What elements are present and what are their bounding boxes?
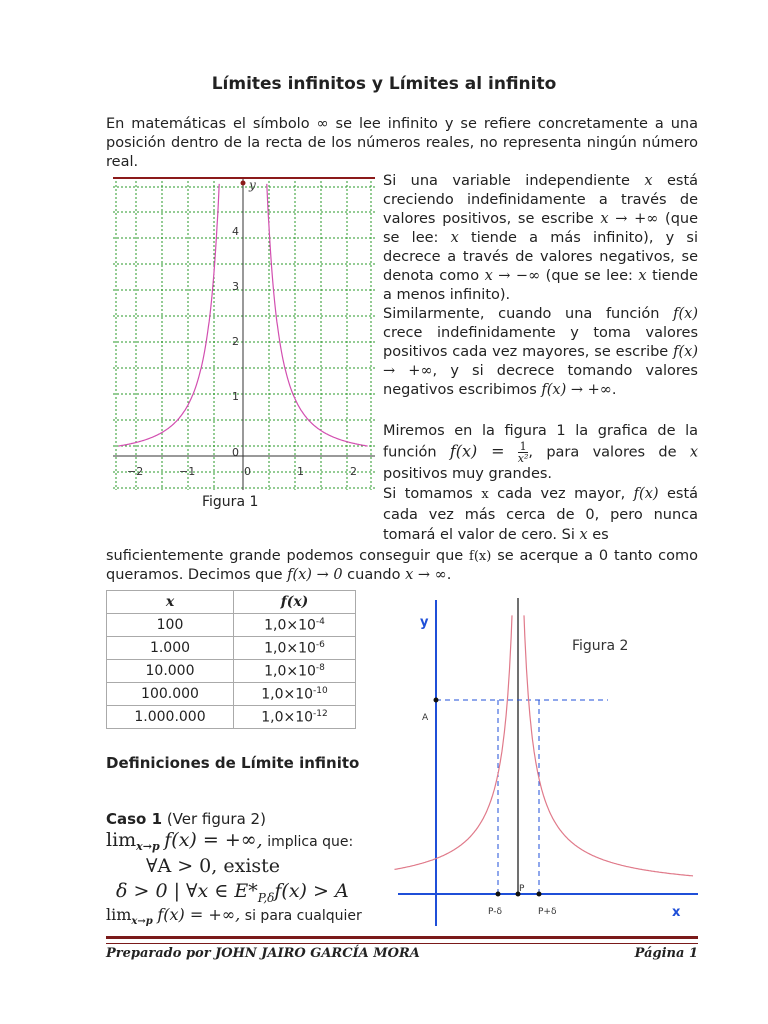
footer-page: Página 1 (634, 946, 698, 961)
figure1-ytick: 4 (232, 225, 239, 238)
caso-line: Caso 1 (Ver figura 2) (106, 810, 266, 828)
limit-second-line: $\lim_{x\to p} f(x)$ = +∞, si para cualquier (106, 905, 362, 927)
figure1-xtick: 1 (297, 465, 304, 478)
figure2-pminus-label: P-δ (488, 907, 502, 917)
table-row: 1.000 $1,0\times 10^{-6}$ (107, 637, 356, 660)
right-column-text-2: Miremos en la figura 1 la grafica de la función f(x) = $\frac{1}{\text{x²}}$ , para valores de x positivos muy grandes. Si tomamos x cada vez mayor, f(x) está cada vez más cerca de 0, pero nunca tomará el valor de cero. Si x es (383, 423, 699, 543)
figure2-x-label: x (672, 905, 681, 920)
figure1-xtick: −2 (127, 465, 144, 478)
figure2-caption: Figura 2 (572, 638, 629, 654)
figure1-xtick: 2 (350, 465, 357, 478)
figure1-ytick: 0 (232, 446, 239, 459)
table-row: 1.000.000 $1,0\times 10^{-12}$ (107, 706, 356, 729)
table-row: 100.000 $1,0\times 10^{-10}$ (107, 683, 356, 706)
footer-author: Preparado por JOHN JAIRO GARCÍA MORA (106, 946, 420, 961)
figure2-curve-left (395, 615, 513, 869)
figure2-point-pplus (537, 892, 542, 897)
footer-rule (106, 936, 698, 944)
figure2-point-a (434, 698, 439, 703)
delta-line: δ > 0 | ∀x ∈ $E*_{P,\delta}f(x) > A$ (116, 880, 349, 905)
limit-definition-line: $\lim_{x\to p} f(x)$ = +∞, implica que: (106, 829, 354, 853)
table-header: f(x) (234, 591, 356, 614)
figure1-caption: Figura 1 (202, 494, 259, 510)
figure1-ytick: 3 (232, 280, 239, 293)
definitions-heading: Definiciones de Límite infinito (106, 754, 360, 772)
figure1-graph (113, 172, 375, 492)
figure2-pplus-label: P+δ (538, 907, 557, 917)
figure2-p-label: P (519, 884, 525, 894)
table-header-row (107, 591, 356, 614)
values-table (106, 590, 356, 729)
figure1-xtick: −1 (179, 465, 196, 478)
figure1-curve-right (267, 184, 368, 446)
figure2-point-pminus (496, 892, 501, 897)
table-row: 100 $1,0\times 10^{-4}$ (107, 614, 356, 637)
figure2-y-label: y (420, 615, 429, 630)
figure2-curve-right (524, 615, 693, 876)
table-row: 10.000 $1,0\times 10^{-8}$ (107, 660, 356, 683)
figure1-ytick: 1 (232, 390, 239, 403)
continuation-paragraph: suficientemente grande podemos conseguir que f(x) se acerque a 0 tanto como queramos. Decimos que f(x) → 0 cuando x → ∞. (106, 548, 699, 583)
right-column-text: Si una variable independiente x está creciendo indefinidamente a través de valores positivos, se escribe x → +∞ (que se lee: x tiende a más infinito), y si decrece a través de valores negativos, se denota como x → −∞ (que se lee: x tiende a menos infinito). Similarmente, cuando una función f(x) crece indefinidamente y toma valores positivos cada vez mayores, se escribe f(x) → +∞, y si decrece tomando valores negativos escribimos f(x) → +∞. (383, 173, 699, 398)
figure1-xtick: 0 (244, 465, 251, 478)
intro-paragraph: En matemáticas el símbolo ∞ se lee infinito y se refiere concretamente a una posición dentro de la recta de los números reales, no representa ningún número real. (106, 116, 698, 170)
figure1-grid (113, 177, 375, 490)
figure1-y-label: y (249, 178, 256, 192)
forall-line: ∀A > 0, existe (146, 855, 281, 877)
figure2-graph (392, 594, 704, 930)
figure1-ytick: 2 (232, 335, 239, 348)
table-header: x (107, 591, 234, 614)
figure1-curve-left (118, 184, 219, 446)
page-title: Límites infinitos y Límites al infinito (211, 74, 557, 94)
figure1-top-point (241, 181, 246, 186)
figure2-a-label: A (422, 713, 429, 723)
